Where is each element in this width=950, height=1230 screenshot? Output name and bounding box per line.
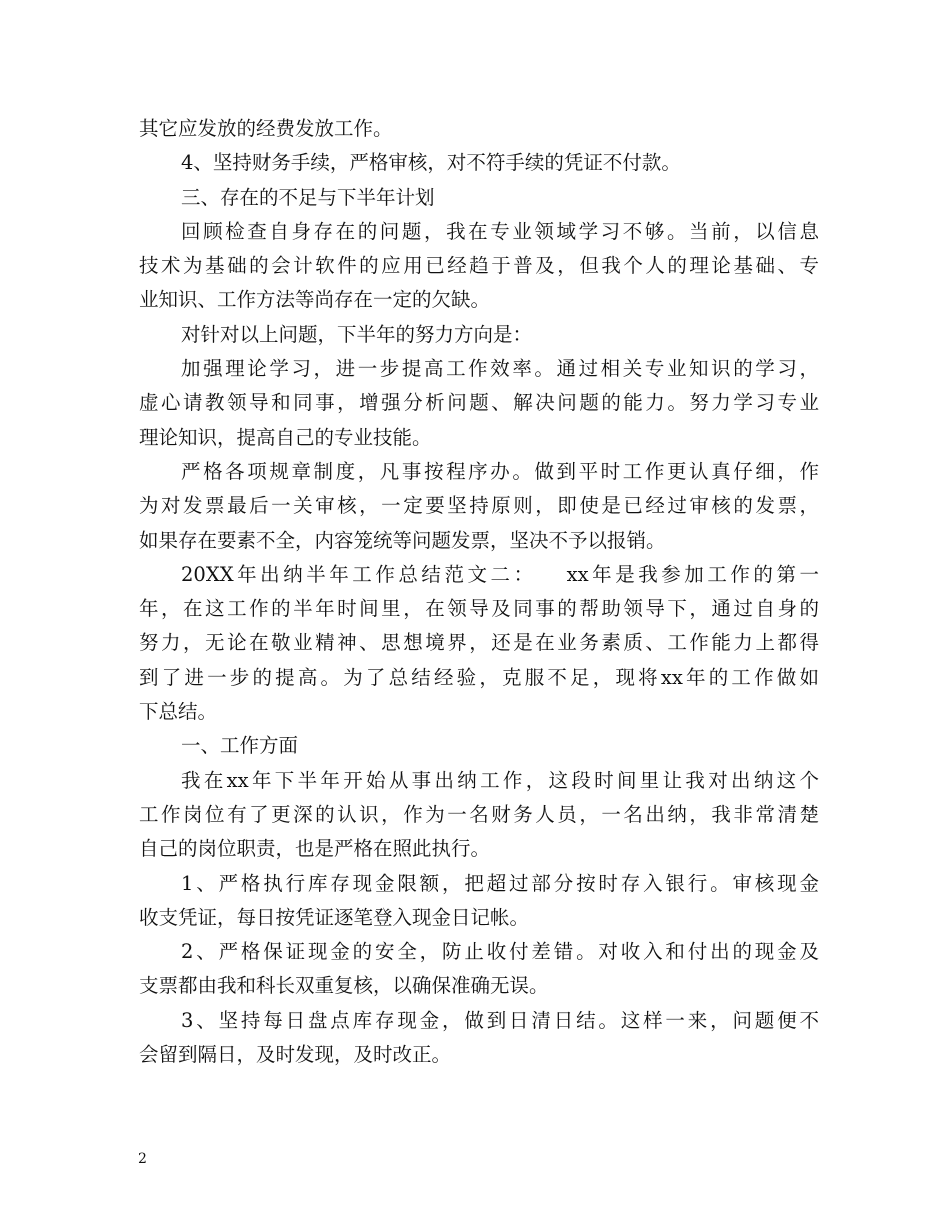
text-line (139, 626, 819, 660)
text-line (139, 695, 819, 729)
text-line (139, 146, 819, 180)
text-line-content: 会留到隔日，及时发现，及时改正。 (139, 1043, 452, 1067)
text-line (139, 969, 819, 1003)
text-line (139, 867, 819, 901)
text-line-content: 2、严格保证现金的安全，防止收付差错。对收入和付出的现金及 (181, 940, 819, 964)
text-line (139, 524, 819, 558)
text-line-content: 虚心请教领导和同事，增强分析问题、解决问题的能力。努力学习专业 (139, 391, 819, 415)
text-line-content: 3、坚持每日盘点库存现金，做到日清日结。这样一来，问题便不 (181, 1008, 819, 1032)
text-line (139, 386, 819, 420)
text-line (139, 489, 819, 523)
text-line (139, 661, 819, 695)
text-line (139, 935, 819, 969)
text-line (139, 455, 819, 489)
text-line-content: 业知识、工作方法等尚存在一定的欠缺。 (139, 288, 491, 312)
text-line-content: 加强理论学习，进一步提高工作效率。通过相关专业知识的学习， (181, 357, 819, 381)
text-line (139, 112, 819, 146)
text-line (139, 901, 819, 935)
text-line (139, 421, 819, 455)
text-line (139, 249, 819, 283)
text-line (139, 215, 819, 249)
text-line (139, 283, 819, 317)
text-line (139, 729, 819, 763)
text-line (139, 352, 819, 386)
text-line (139, 764, 819, 798)
text-line (139, 832, 819, 866)
text-line-content: 理论知识，提高自己的专业技能。 (139, 425, 432, 449)
text-line-content: 技术为基础的会计软件的应用已经趋于普及，但我个人的理论基础、专 (139, 254, 819, 278)
text-line (139, 558, 819, 592)
text-line-content: 自己的岗位职责，也是严格在照此执行。 (139, 837, 491, 861)
text-line-content: 下总结。 (139, 700, 218, 724)
text-line-tail: xx年是我参加工作的第一 (566, 562, 819, 586)
text-line-content: 1、严格执行库存现金限额，把超过部分按时存入银行。审核现金 (181, 871, 819, 895)
text-line-content: 对针对以上问题，下半年的努力方向是： (181, 322, 533, 346)
text-line-content: 为对发票最后一关审核，一定要坚持原则，即使是已经过审核的发票， (139, 494, 819, 518)
page-number: 2 (138, 1151, 147, 1167)
text-line-content: 支票都由我和科长双重复核，以确保准确无误。 (139, 974, 549, 998)
text-line-content: 其它应发放的经费发放工作。 (139, 117, 393, 140)
text-line-content: 工作岗位有了更深的认识，作为一名财务人员，一名出纳，我非常清楚 (139, 802, 819, 826)
text-line-content: 我在xx年下半年开始从事出纳工作，这段时间里让我对出纳这个 (181, 768, 819, 792)
text-line-content: 到了进一步的提高。为了总结经验，克服不足，现将xx年的工作做如 (139, 665, 819, 689)
text-line-content: 年，在这工作的半年时间里，在领导及同事的帮助领导下，通过自身的 (139, 597, 819, 621)
text-line-content: 三、存在的不足与下半年计划 (181, 185, 435, 209)
text-line (139, 1038, 819, 1072)
text-line-content: 一、工作方面 (181, 734, 299, 758)
text-line-content: 收支凭证，每日按凭证逐笔登入现金日记帐。 (139, 905, 530, 929)
text-line-content: 4、坚持财务手续，严格审核，对不符手续的凭证不付款。 (181, 151, 681, 175)
text-line (139, 798, 819, 832)
text-line-content: 20XX年出纳半年工作总结范文二： (181, 562, 537, 586)
text-line (139, 592, 819, 626)
text-line (139, 181, 819, 215)
text-line-content: 努力，无论在敬业精神、思想境界，还是在业务素质、工作能力上都得 (139, 631, 819, 655)
body-text (139, 112, 819, 1072)
text-line-content: 回顾检查自身存在的问题，我在专业领域学习不够。当前，以信息 (181, 219, 819, 243)
text-line-content: 严格各项规章制度，凡事按程序办。做到平时工作更认真仔细，作 (181, 459, 819, 483)
text-line (139, 318, 819, 352)
text-line-content: 如果存在要素不全，内容笼统等问题发票，坚决不予以报销。 (139, 528, 666, 552)
text-line (139, 1004, 819, 1038)
